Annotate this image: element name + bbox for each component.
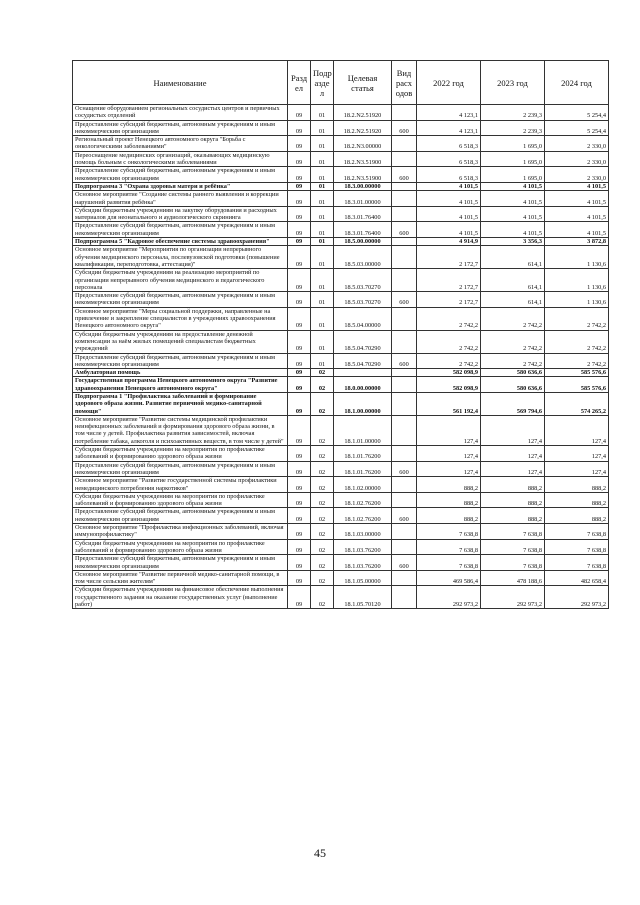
table-row <box>73 330 609 353</box>
table-row <box>73 539 609 555</box>
table-row <box>73 392 609 415</box>
cell-subsection: 01 <box>311 182 334 190</box>
cell-exp-type <box>392 238 417 246</box>
cell-2024: 127,4 <box>545 461 609 477</box>
cell-2023: 4 101,5 <box>481 191 545 207</box>
cell-target <box>334 369 392 377</box>
cell-target: 18.5.04.00000 <box>334 307 392 330</box>
col-header-name: Наименование <box>73 61 288 105</box>
cell-target: 18.1.01.00000 <box>334 415 392 445</box>
cell-target: 18.3.01.00000 <box>334 191 392 207</box>
cell-section: 09 <box>288 369 311 377</box>
cell-name: Амбулаторная помощь <box>73 369 288 377</box>
cell-2024: 585 576,6 <box>545 377 609 393</box>
table-row <box>73 377 609 393</box>
cell-2022: 6 518,3 <box>417 136 481 152</box>
cell-exp-type: 600 <box>392 167 417 183</box>
cell-2023: 614,1 <box>481 246 545 269</box>
cell-subsection: 01 <box>311 353 334 369</box>
cell-exp-type <box>392 524 417 540</box>
cell-2024: 7 638,8 <box>545 555 609 571</box>
cell-name: Подпрограмма 5 "Кадровое обеспечение системы здравоохранения" <box>73 238 288 246</box>
budget-document <box>72 60 608 609</box>
cell-section: 09 <box>288 508 311 524</box>
cell-exp-type <box>392 206 417 222</box>
cell-2024: 3 872,8 <box>545 238 609 246</box>
cell-target: 18.1.00.00000 <box>334 392 392 415</box>
cell-subsection: 01 <box>311 307 334 330</box>
cell-target: 18.1.05.00000 <box>334 570 392 586</box>
cell-2023: 4 101,5 <box>481 222 545 238</box>
cell-name: Подпрограмма 3 "Охрана здоровья матери и ребёнка" <box>73 182 288 190</box>
cell-name: Основное мероприятие "Развитие системы медицинской профилактики неинфекционных заболеваний и формирования здорового образа жизни, в том числе у детей. Профилактика развития зависимостей, включая потребление табака, алкоголя и психоактивных веществ, в том числе у детей" <box>73 415 288 445</box>
cell-section: 09 <box>288 182 311 190</box>
cell-name: Основное мероприятие "Мероприятия по организации непрерывного обучения медицинского персонала, послевузовской подготовки (повышение квалификации, переподготовка, аттестация)" <box>73 246 288 269</box>
cell-2022: 127,4 <box>417 461 481 477</box>
cell-subsection: 02 <box>311 492 334 508</box>
cell-2023: 2 742,2 <box>481 330 545 353</box>
cell-section: 09 <box>288 307 311 330</box>
col-header-2022: 2022 год <box>417 61 481 105</box>
cell-2022: 6 518,3 <box>417 167 481 183</box>
cell-section: 09 <box>288 461 311 477</box>
cell-2022: 469 586,4 <box>417 570 481 586</box>
col-header-exp-type: Вид расх одов <box>392 61 417 105</box>
cell-2024: 5 254,4 <box>545 120 609 136</box>
cell-subsection: 01 <box>311 167 334 183</box>
cell-2024: 127,4 <box>545 446 609 462</box>
cell-target: 18.5.04.70290 <box>334 330 392 353</box>
cell-exp-type: 600 <box>392 461 417 477</box>
cell-exp-type <box>392 182 417 190</box>
table-row <box>73 167 609 183</box>
cell-section: 09 <box>288 446 311 462</box>
cell-subsection: 01 <box>311 246 334 269</box>
table-header-row <box>73 61 609 105</box>
cell-target: 18.3.00.00000 <box>334 182 392 190</box>
cell-2023: 1 695,0 <box>481 151 545 167</box>
table-row <box>73 222 609 238</box>
cell-subsection: 02 <box>311 508 334 524</box>
cell-section: 09 <box>288 167 311 183</box>
cell-exp-type <box>392 492 417 508</box>
cell-2022: 561 192,4 <box>417 392 481 415</box>
cell-subsection: 02 <box>311 369 334 377</box>
cell-2022: 7 638,8 <box>417 524 481 540</box>
cell-2024: 2 742,2 <box>545 353 609 369</box>
cell-2023: 1 695,0 <box>481 167 545 183</box>
cell-2024: 2 330,0 <box>545 151 609 167</box>
cell-section: 09 <box>288 238 311 246</box>
cell-2022: 2 172,7 <box>417 246 481 269</box>
cell-name: Государственная программа Ненецкого автономного округа "Развитие здравоохранения Ненецкого автономного округа" <box>73 377 288 393</box>
cell-exp-type <box>392 151 417 167</box>
cell-section: 09 <box>288 570 311 586</box>
table-row <box>73 461 609 477</box>
cell-name: Основное мероприятие "Развитие государственной системы профилактики немедицинского потребления наркотиков" <box>73 477 288 493</box>
cell-section: 09 <box>288 222 311 238</box>
cell-subsection: 02 <box>311 461 334 477</box>
table-row <box>73 206 609 222</box>
cell-2024: 7 638,8 <box>545 524 609 540</box>
cell-section: 09 <box>288 539 311 555</box>
cell-name: Основное мероприятие "Меры социальной поддержки, направленные на привлечение и закрепление специалистов в учреждениях здравоохранения Ненецкого автономного округа" <box>73 307 288 330</box>
table-row <box>73 105 609 121</box>
cell-2023: 7 638,8 <box>481 524 545 540</box>
cell-name: Предоставление субсидий бюджетным, автономным учреждениям и иным некоммерческим организациям <box>73 508 288 524</box>
cell-target: 18.2.N3.00000 <box>334 136 392 152</box>
cell-target: 18.0.00.00000 <box>334 377 392 393</box>
cell-exp-type <box>392 105 417 121</box>
cell-2023: 7 638,8 <box>481 539 545 555</box>
cell-exp-type <box>392 269 417 292</box>
cell-target: 18.2.N2.51920 <box>334 105 392 121</box>
cell-subsection: 02 <box>311 555 334 571</box>
cell-2024: 4 101,5 <box>545 206 609 222</box>
cell-section: 09 <box>288 586 311 609</box>
cell-2023: 127,4 <box>481 446 545 462</box>
cell-subsection: 01 <box>311 136 334 152</box>
cell-2024: 574 265,2 <box>545 392 609 415</box>
cell-subsection: 01 <box>311 292 334 308</box>
cell-2022: 4 101,5 <box>417 206 481 222</box>
table-row <box>73 555 609 571</box>
cell-2024: 5 254,4 <box>545 105 609 121</box>
cell-name: Субсидии бюджетным учреждениям на закупку оборудования и расходных материалов для неонатального и аудиологического скрининга <box>73 206 288 222</box>
cell-2023: 2 239,3 <box>481 105 545 121</box>
cell-2022: 582 098,9 <box>417 369 481 377</box>
cell-section: 09 <box>288 555 311 571</box>
cell-name: Предоставление субсидий бюджетным, автономным учреждениям и иным некоммерческим организациям <box>73 167 288 183</box>
cell-2022: 4 123,1 <box>417 105 481 121</box>
table-row <box>73 446 609 462</box>
cell-subsection: 02 <box>311 586 334 609</box>
col-header-2023: 2023 год <box>481 61 545 105</box>
cell-subsection: 02 <box>311 570 334 586</box>
cell-name: Предоставление субсидий бюджетным, автономным учреждениям и иным некоммерческим организациям <box>73 292 288 308</box>
cell-target: 18.1.02.00000 <box>334 477 392 493</box>
cell-2022: 7 638,8 <box>417 539 481 555</box>
table-row <box>73 508 609 524</box>
cell-2022: 2 742,2 <box>417 307 481 330</box>
cell-target: 18.1.03.00000 <box>334 524 392 540</box>
cell-2022: 6 518,3 <box>417 151 481 167</box>
table-row <box>73 292 609 308</box>
cell-2024: 4 101,5 <box>545 222 609 238</box>
cell-2023: 2 742,2 <box>481 307 545 330</box>
cell-target: 18.1.01.76200 <box>334 446 392 462</box>
cell-target: 18.5.03.70270 <box>334 269 392 292</box>
cell-2024: 127,4 <box>545 415 609 445</box>
col-header-2024: 2024 год <box>545 61 609 105</box>
cell-2023: 614,1 <box>481 269 545 292</box>
cell-subsection: 02 <box>311 446 334 462</box>
cell-name: Субсидии бюджетным учреждениям на финансовое обеспечение выполнения государственного задания на оказание государственных услуг (выполнение работ) <box>73 586 288 609</box>
cell-target: 18.1.03.76200 <box>334 555 392 571</box>
cell-target: 18.5.04.70290 <box>334 353 392 369</box>
col-header-target: Целевая статья <box>334 61 392 105</box>
cell-2022: 888,2 <box>417 508 481 524</box>
cell-target: 18.1.02.76200 <box>334 492 392 508</box>
cell-exp-type <box>392 392 417 415</box>
cell-exp-type <box>392 191 417 207</box>
table-row <box>73 570 609 586</box>
cell-name: Предоставление субсидий бюджетным, автономным учреждениям и иным некоммерческим организациям <box>73 353 288 369</box>
table-body <box>73 105 609 609</box>
cell-subsection: 02 <box>311 392 334 415</box>
cell-2022: 2 742,2 <box>417 353 481 369</box>
cell-2023: 888,2 <box>481 477 545 493</box>
cell-subsection: 01 <box>311 120 334 136</box>
cell-subsection: 02 <box>311 539 334 555</box>
cell-target: 18.1.03.76200 <box>334 539 392 555</box>
cell-2023: 580 636,6 <box>481 369 545 377</box>
col-header-section: Разд ел <box>288 61 311 105</box>
cell-2024: 482 658,4 <box>545 570 609 586</box>
cell-2022: 888,2 <box>417 477 481 493</box>
cell-exp-type: 600 <box>392 508 417 524</box>
cell-2024: 2 330,0 <box>545 167 609 183</box>
cell-name: Субсидии бюджетным учреждениям на мероприятия по профилактике заболеваний и формированию здорового образа жизни <box>73 539 288 555</box>
table-row <box>73 269 609 292</box>
cell-exp-type: 600 <box>392 555 417 571</box>
table-row <box>73 307 609 330</box>
cell-2024: 1 130,6 <box>545 246 609 269</box>
cell-subsection: 02 <box>311 477 334 493</box>
cell-section: 09 <box>288 191 311 207</box>
cell-2022: 127,4 <box>417 415 481 445</box>
cell-2024: 4 101,5 <box>545 191 609 207</box>
cell-target: 18.2.N3.51900 <box>334 151 392 167</box>
table-row <box>73 586 609 609</box>
cell-subsection: 01 <box>311 105 334 121</box>
cell-2023: 4 101,5 <box>481 206 545 222</box>
cell-target: 18.1.01.76200 <box>334 461 392 477</box>
cell-section: 09 <box>288 477 311 493</box>
cell-section: 09 <box>288 377 311 393</box>
cell-exp-type: 600 <box>392 120 417 136</box>
cell-subsection: 01 <box>311 206 334 222</box>
cell-name: Оснащение оборудованием региональных сосудистых центров и первичных сосудистых отделений <box>73 105 288 121</box>
cell-subsection: 01 <box>311 222 334 238</box>
cell-target: 18.2.N3.51900 <box>334 167 392 183</box>
cell-exp-type <box>392 586 417 609</box>
cell-exp-type <box>392 307 417 330</box>
cell-section: 09 <box>288 330 311 353</box>
table-row <box>73 492 609 508</box>
cell-2024: 4 101,5 <box>545 182 609 190</box>
cell-name: Подпрограмма 1 "Профилактика заболеваний и формирование здорового образа жизни. Развитие первичной медико-санитарной помощи" <box>73 392 288 415</box>
cell-subsection: 01 <box>311 191 334 207</box>
cell-2022: 127,4 <box>417 446 481 462</box>
table-row <box>73 238 609 246</box>
cell-2023: 580 636,6 <box>481 377 545 393</box>
cell-2022: 2 742,2 <box>417 330 481 353</box>
cell-2022: 4 101,5 <box>417 182 481 190</box>
cell-2023: 127,4 <box>481 461 545 477</box>
page-number: 45 <box>314 846 326 860</box>
cell-target: 18.1.02.76200 <box>334 508 392 524</box>
cell-name: Переоснащение медицинских организаций, оказывающих медицинскую помощь больным с онкологическими заболеваниями <box>73 151 288 167</box>
cell-exp-type <box>392 369 417 377</box>
cell-name: Основное мероприятие "Профилактика инфекционных заболеваний, включая иммунопрофилактику" <box>73 524 288 540</box>
cell-2022: 4 123,1 <box>417 120 481 136</box>
cell-2024: 888,2 <box>545 492 609 508</box>
cell-section: 09 <box>288 392 311 415</box>
cell-target: 18.5.03.00000 <box>334 246 392 269</box>
cell-name: Региональный проект Ненецкого автономного округа "Борьба с онкологическими заболеваниями" <box>73 136 288 152</box>
table-row <box>73 524 609 540</box>
cell-name: Основное мероприятие "Создание системы раннего выявления и коррекции нарушений развития ребёнка" <box>73 191 288 207</box>
cell-2023: 292 973,2 <box>481 586 545 609</box>
cell-exp-type: 600 <box>392 222 417 238</box>
cell-2023: 888,2 <box>481 508 545 524</box>
cell-target: 18.5.03.70270 <box>334 292 392 308</box>
cell-exp-type <box>392 246 417 269</box>
cell-exp-type <box>392 136 417 152</box>
cell-section: 09 <box>288 151 311 167</box>
cell-2023: 569 794,6 <box>481 392 545 415</box>
cell-2023: 2 742,2 <box>481 353 545 369</box>
cell-2022: 888,2 <box>417 492 481 508</box>
cell-exp-type <box>392 539 417 555</box>
cell-2022: 2 172,7 <box>417 269 481 292</box>
cell-exp-type <box>392 330 417 353</box>
cell-subsection: 01 <box>311 269 334 292</box>
cell-2023: 478 188,6 <box>481 570 545 586</box>
cell-2024: 2 330,0 <box>545 136 609 152</box>
table-row <box>73 136 609 152</box>
table-row <box>73 369 609 377</box>
table-row <box>73 182 609 190</box>
cell-2024: 888,2 <box>545 508 609 524</box>
budget-table <box>72 60 609 609</box>
cell-exp-type <box>392 446 417 462</box>
cell-exp-type <box>392 477 417 493</box>
cell-name: Субсидии бюджетным учреждениям на реализацию мероприятий по организации непрерывного обучения медицинского и педагогического персонала <box>73 269 288 292</box>
cell-section: 09 <box>288 105 311 121</box>
cell-2024: 585 576,6 <box>545 369 609 377</box>
cell-exp-type <box>392 377 417 393</box>
cell-2024: 2 742,2 <box>545 330 609 353</box>
cell-name: Субсидии бюджетным учреждениям на мероприятия по профилактике заболеваний и формированию здорового образа жизни <box>73 446 288 462</box>
cell-exp-type <box>392 570 417 586</box>
col-header-subsection: Подр азде л <box>311 61 334 105</box>
cell-target: 18.2.N2.51920 <box>334 120 392 136</box>
cell-exp-type: 600 <box>392 353 417 369</box>
cell-subsection: 01 <box>311 330 334 353</box>
table-row <box>73 191 609 207</box>
cell-section: 09 <box>288 246 311 269</box>
cell-2023: 4 101,5 <box>481 182 545 190</box>
cell-exp-type: 600 <box>392 292 417 308</box>
cell-name: Основное мероприятие "Развитие первичной медико-санитарной помощи, в том числе сельским жителям" <box>73 570 288 586</box>
cell-target: 18.3.01.76400 <box>334 206 392 222</box>
cell-2022: 4 101,5 <box>417 222 481 238</box>
cell-name: Предоставление субсидий бюджетным, автономным учреждениям и иным некоммерческим организациям <box>73 120 288 136</box>
cell-2023: 7 638,8 <box>481 555 545 571</box>
cell-subsection: 02 <box>311 415 334 445</box>
cell-section: 09 <box>288 353 311 369</box>
cell-2024: 2 742,2 <box>545 307 609 330</box>
cell-2023: 614,1 <box>481 292 545 308</box>
cell-2024: 1 130,6 <box>545 269 609 292</box>
cell-2024: 7 638,8 <box>545 539 609 555</box>
table-row <box>73 415 609 445</box>
cell-section: 09 <box>288 415 311 445</box>
cell-section: 09 <box>288 136 311 152</box>
cell-exp-type <box>392 415 417 445</box>
cell-2023: 1 695,0 <box>481 136 545 152</box>
table-row <box>73 246 609 269</box>
cell-2024: 1 130,6 <box>545 292 609 308</box>
cell-target: 18.3.01.76400 <box>334 222 392 238</box>
table-row <box>73 151 609 167</box>
cell-name: Предоставление субсидий бюджетным, автономным учреждениям и иным некоммерческим организациям <box>73 222 288 238</box>
cell-2023: 2 239,3 <box>481 120 545 136</box>
cell-subsection: 01 <box>311 238 334 246</box>
cell-2022: 4 914,9 <box>417 238 481 246</box>
cell-section: 09 <box>288 269 311 292</box>
cell-target: 18.1.05.70120 <box>334 586 392 609</box>
cell-2024: 888,2 <box>545 477 609 493</box>
cell-section: 09 <box>288 206 311 222</box>
cell-name: Субсидии бюджетным учреждениям на предоставление денежной компенсации за наём жилых помещений специалистам бюджетных учреждений <box>73 330 288 353</box>
cell-section: 09 <box>288 292 311 308</box>
cell-subsection: 02 <box>311 524 334 540</box>
cell-2022: 582 098,9 <box>417 377 481 393</box>
cell-name: Предоставление субсидий бюджетным, автономным учреждениям и иным некоммерческим организациям <box>73 461 288 477</box>
cell-2023: 3 356,3 <box>481 238 545 246</box>
table-row <box>73 353 609 369</box>
cell-section: 09 <box>288 524 311 540</box>
cell-2023: 888,2 <box>481 492 545 508</box>
cell-section: 09 <box>288 120 311 136</box>
cell-2023: 127,4 <box>481 415 545 445</box>
table-row <box>73 477 609 493</box>
cell-target: 18.5.00.00000 <box>334 238 392 246</box>
cell-2022: 7 638,8 <box>417 555 481 571</box>
cell-2022: 4 101,5 <box>417 191 481 207</box>
cell-subsection: 01 <box>311 151 334 167</box>
cell-2022: 292 973,2 <box>417 586 481 609</box>
cell-2024: 292 973,2 <box>545 586 609 609</box>
cell-section: 09 <box>288 492 311 508</box>
cell-name: Субсидии бюджетным учреждениям на мероприятия по профилактике заболеваний и формированию здорового образа жизни <box>73 492 288 508</box>
cell-subsection: 02 <box>311 377 334 393</box>
cell-name: Предоставление субсидий бюджетным, автономным учреждениям и иным некоммерческим организациям <box>73 555 288 571</box>
table-row <box>73 120 609 136</box>
cell-2022: 2 172,7 <box>417 292 481 308</box>
